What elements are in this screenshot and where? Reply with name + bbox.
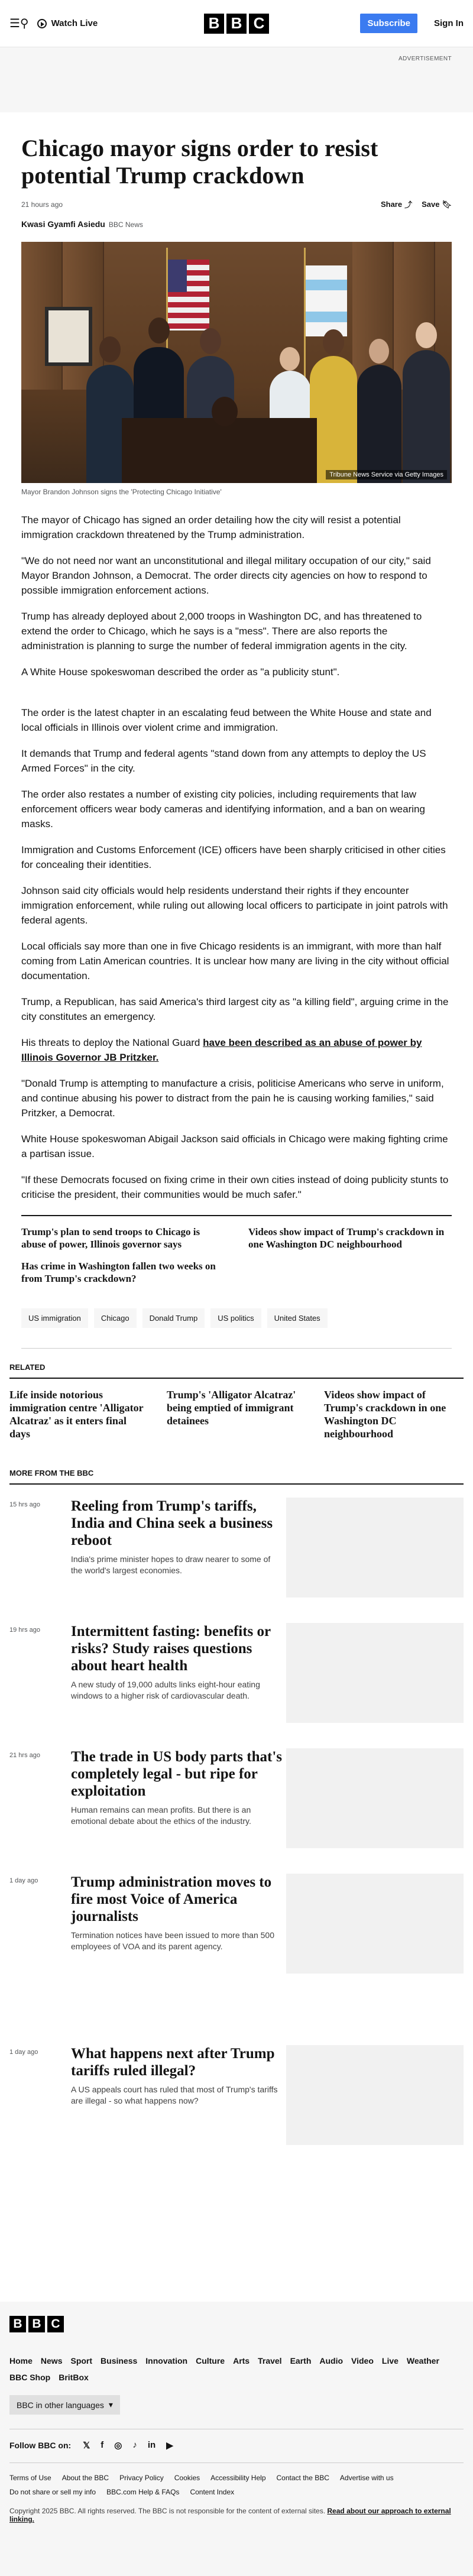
logo-letter: B [9,2316,26,2332]
legal-link[interactable]: Privacy Policy [119,2474,164,2482]
x-icon[interactable]: 𝕏 [83,2441,90,2451]
story-time: 1 day ago [9,2049,38,2056]
story-text [71,1498,284,1610]
related-list [9,1378,464,1440]
paragraph: The mayor of Chicago has signed an order detailing how the city will resist a potential immigration crackdown threatened by the Trump administration. [21,514,401,540]
linkedin-icon[interactable]: in [147,2440,156,2450]
paragraph: Trump, a Republican, has said America's third largest city as "a killing field", arguing crime in the city constitutes an emergency. [21,996,449,1022]
paragraph: The order also restates a number of existing city policies, including requirements that law enforcement officers wear body cameras and identifying information, and a ban on wearing masks. [21,789,425,829]
ad-label: ADVERTISEMENT [398,56,452,62]
author-name: Kwasi Gyamfi Asiedu [21,219,105,229]
person-head [200,328,221,354]
story-summary: Termination notices have been issued to more than 500 employees of VOA and its parent agency. [71,1930,274,1951]
article [0,135,473,1349]
person-head [323,329,344,355]
watch-live-button[interactable] [37,18,98,28]
article-body [21,513,452,1202]
tiktok-icon[interactable]: ♪ [132,2440,137,2450]
paragraph [21,1035,452,1065]
related-link[interactable]: Has crime in Washington fallen two weeks on from Trump's crackdown? [21,1261,216,1284]
headline: Chicago mayor signs order to resist potential Trump crackdown [21,135,378,189]
watch-live-label: Watch Live [51,18,98,28]
story-text [71,1623,284,1735]
chicago-flag [306,265,347,336]
paragraph: Johnson said city officials would help residents understand their rights if they encounter immigration enforcement, while ruling out allowing local officers to participate in joint patrols with federal agents. [21,885,448,926]
topic-tag[interactable]: Chicago [94,1308,137,1328]
footer-nav-item[interactable]: Weather [406,2356,439,2366]
footer-nav-item[interactable]: Earth [290,2356,312,2366]
story-title[interactable]: Trump administration moves to fire most Voice of America journalists [71,1874,272,1924]
footer-nav-item[interactable]: Innovation [145,2356,188,2366]
logo-letter: C [47,2316,64,2332]
story-card[interactable] [9,1610,464,1735]
paragraph: Immigration and Customs Enforcement (ICE) officers have been sharply criticised in other cities for concealing their identities. [21,844,446,870]
more-from-bbc-label: MORE FROM THE BBC [9,1469,464,1485]
story-title[interactable]: The trade in US body parts that's completely legal - but ripe for exploitation [71,1749,282,1799]
paragraph-text: His threats to deploy the National Guard [21,1037,203,1048]
story-thumbnail[interactable] [286,1623,464,1723]
copyright-text: Copyright 2025 BBC. All rights reserved. The BBC is not responsible for the content of external sites. [9,2507,328,2515]
footer [0,2302,473,2576]
story-time: 19 hrs ago [9,1626,40,1634]
story-card[interactable] [9,1485,464,1610]
person-head [148,317,170,344]
us-flag-canton [168,260,187,292]
footer-nav [9,2356,464,2366]
logo-letter: B [204,14,224,34]
footer-nav-item[interactable]: Home [9,2356,33,2366]
person-head [369,339,389,364]
story-text [71,1874,284,2032]
framed-document [45,307,92,366]
paragraph: A White House spokeswoman described the order as "a publicity stunt". [21,666,340,678]
person-head [99,336,121,362]
menu-search-icon[interactable]: ☰⚲ [9,17,29,30]
legal-link[interactable]: Terms of Use [9,2474,51,2482]
article-actions [381,199,452,210]
bbc-logo[interactable] [204,14,269,34]
footer-nav-item[interactable]: Arts [233,2356,250,2366]
instagram-icon[interactable]: ◎ [114,2441,122,2451]
footer-nav-item[interactable]: Live [381,2356,399,2366]
story-time: 1 day ago [9,1877,38,1884]
legal-links [9,2462,464,2482]
social-links [83,2440,173,2451]
person-figure [310,356,357,483]
paragraph: "Donald Trump is attempting to manufacture a crisis, politicise Americans who serve in uniform, and continue abusing his power to distract from the pain he is causing working families," said Pritzker, a Democrat. [21,1078,444,1119]
person-head [280,347,300,371]
top-navigation [0,0,473,47]
logo-letter: B [226,14,247,34]
story-thumbnail[interactable] [286,1498,464,1598]
subscribe-button[interactable]: Subscribe [360,14,417,33]
legal-link[interactable]: Cookies [174,2474,200,2482]
header-actions [360,14,464,33]
logo-letter: C [249,14,269,34]
legal-link[interactable]: Advertise with us [339,2474,394,2482]
related-item[interactable]: Life inside notorious immigration centre 'Alligator Alcatraz' as it enters final days [9,1389,144,1440]
story-thumbnail[interactable] [286,1748,464,1848]
legal-link[interactable]: BBC.com Help & FAQs [106,2488,180,2496]
footer-nav-item[interactable]: Business [101,2356,138,2366]
story-time: 21 hrs ago [9,1752,40,1759]
paragraph: It demands that Trump and federal agents "stand down from any attempts to deploy the US Armed Forces" in the city. [21,748,426,774]
copyright [9,2507,464,2523]
story-text [71,1748,284,1861]
related-item[interactable]: Trump's 'Alligator Alcatraz' being emptied of immigrant detainees [167,1389,296,1427]
related-link[interactable]: Videos show impact of Trump's crackdown in one Washington DC neighbourhood [248,1226,445,1250]
legal-link[interactable]: Accessibility Help [210,2474,266,2482]
related-label: RELATED [9,1363,46,1372]
share-label: Share [380,200,403,209]
legal-link[interactable]: Contact the BBC [276,2474,329,2482]
timestamp: 21 hours ago [21,200,63,209]
legal-link[interactable]: Content Index [190,2488,235,2496]
languages-button[interactable] [9,2395,120,2415]
legal-link[interactable]: About the BBC [61,2474,109,2482]
footer-nav-item[interactable]: Audio [319,2356,344,2366]
languages-label: BBC in other languages [17,2400,104,2410]
follow-label: Follow BBC on: [9,2441,72,2450]
story-card[interactable] [9,2032,464,2157]
byline [21,219,452,229]
paragraph: The order is the latest chapter in an escalating feud between the White House and state and local officials in Illinois over violent crime and immigration. [21,707,432,733]
chevron-down-icon: ▾ [108,2400,113,2409]
footer-bbc-logo[interactable] [9,2316,464,2332]
inline-related-links [21,1215,452,1285]
story-title[interactable]: What happens next after Trump tariffs ruled illegal? [71,2046,275,2079]
legal-links-secondary [9,2488,464,2496]
menu-group [9,18,98,30]
footer-nav-item[interactable]: BritBox [59,2373,89,2382]
paragraph: "If these Democrats focused on fixing crime in their own cities instead of doing publicity stunts to criticise the president, their communities would be much safer." [21,1174,449,1200]
paragraph: Local officials say more than one in five Chicago residents is an immigrant, with more than half coming from Latin American countries. It is unclear how many are living in the city without official documentation. [21,941,449,981]
footer-nav-item[interactable]: Sport [70,2356,93,2366]
pritzker-link[interactable]: have been described as an abuse of power by Illinois Governor JB Pritzker. [21,1037,422,1063]
topic-tag[interactable]: United States [267,1308,328,1328]
image-credit: Tribune News Service via Getty Images [326,470,447,479]
topic-tag[interactable]: Donald Trump [142,1308,205,1328]
sign-in-button[interactable]: Sign In [434,18,464,28]
signing-desk [122,418,317,483]
related-section [0,1363,473,2157]
topic-tag[interactable]: US immigration [21,1308,88,1328]
story-title[interactable]: Reeling from Trump's tariffs, India and China seek a business reboot [71,1498,273,1548]
footer-nav-item[interactable]: News [40,2356,63,2366]
topic-tag[interactable]: US politics [210,1308,261,1328]
external-linking-link[interactable]: Read about our approach to external linking. [9,2507,451,2523]
youtube-icon[interactable]: ▶ [166,2441,173,2451]
share-button[interactable] [381,199,412,210]
follow-bar [9,2429,464,2451]
topic-tags [21,1308,452,1349]
person-head [416,322,437,348]
footer-nav-item[interactable]: BBC Shop [9,2373,51,2382]
advertisement-slot [0,47,473,112]
story-summary: A new study of 19,000 adults links eight-hour eating windows to a higher risk of cardiovascular death. [71,1680,260,1700]
story-thumbnail[interactable] [286,1874,464,1974]
play-icon [37,19,47,28]
story-card[interactable] [9,1861,464,2032]
person-figure [357,365,401,483]
paragraph: Trump has already deployed about 2,000 troops in Washington DC, and has threatened to extend the order to Chicago, which he says is a "mess". There are also reports the administration is planning to surge the number of federal immigration agents in the city. [21,611,422,652]
facebook-icon[interactable]: f [101,2440,104,2450]
story-text [71,2045,284,2157]
legal-link[interactable]: Do not share or sell my info [9,2488,96,2496]
paragraph: "We do not need nor want an unconstitutional and illegal military occupation of our city," said Mayor Brandon Johnson, a Democrat. The order directs city agencies on how to respond to possible immigration enforcement actions. [21,555,431,596]
footer-nav-secondary [9,2373,464,2382]
story-title[interactable]: Intermittent fasting: benefits or risks? Study raises questions about heart health [71,1624,271,1674]
logo-letter: B [28,2316,45,2332]
related-item[interactable]: Videos show impact of Trump's crackdown in one Washington DC neighbourhood [324,1389,446,1440]
story-summary: India's prime minister hopes to draw nearer to some of the world's largest economies. [71,1554,271,1575]
person-figure [403,350,450,483]
story-summary: Human remains can mean profits. But there is an emotional debate about the ethics of the industry. [71,1805,251,1826]
related-link[interactable]: Trump's plan to send troops to Chicago is abuse of power, Illinois governor says [21,1226,200,1250]
save-button[interactable] [422,200,452,209]
story-summary: A US appeals court has ruled that most of Trump's tariffs are illegal - so what happens now? [71,2085,278,2105]
author-org: BBC News [108,221,143,229]
story-time: 15 hrs ago [9,1501,40,1508]
footer-nav-item[interactable]: Culture [196,2356,225,2366]
hero-image [21,242,452,483]
story-thumbnail[interactable] [286,2045,464,2145]
footer-nav-item[interactable]: Video [351,2356,374,2366]
mayor-head [212,397,238,426]
paragraph: White House spokeswoman Abigail Jackson said officials in Chicago were making fighting crime a partisan issue. [21,1133,448,1159]
bookmark-icon: 🔖︎ [442,199,452,209]
footer-nav-item[interactable]: Travel [258,2356,282,2366]
story-card[interactable] [9,1735,464,1861]
share-icon: ⤴ [404,200,413,209]
save-label: Save [422,200,440,209]
image-caption: Mayor Brandon Johnson signs the 'Protecting Chicago Initiative' [21,488,222,496]
article-meta [21,199,452,210]
